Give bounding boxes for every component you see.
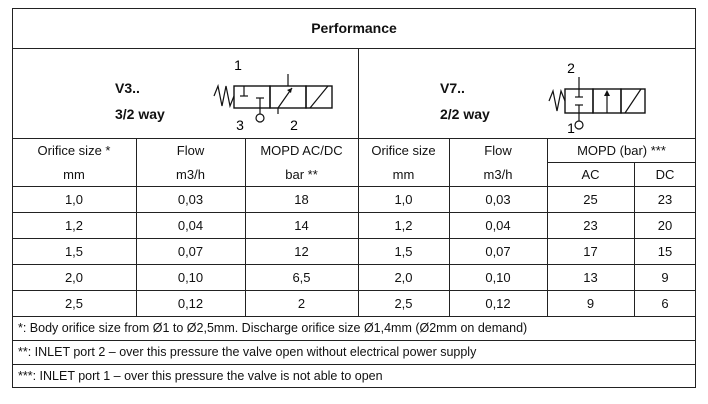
header-mopd: MOPD AC/DC [260, 142, 343, 158]
cell-mopd: 18 [294, 191, 309, 207]
v3-port-bottom-left: 3 [236, 117, 244, 133]
cell-ac: 25 [583, 191, 598, 207]
header-flow-unit: m3/h [176, 166, 205, 182]
cell-orifice-v7: 2,0 [394, 269, 413, 285]
cell-mopd: 14 [294, 217, 309, 233]
cell-dc: 23 [657, 191, 673, 207]
header-dc: DC [655, 166, 675, 182]
cell-mopd: 2 [297, 295, 306, 311]
cell-dc: 20 [657, 217, 673, 233]
cell-flow: 0,07 [177, 243, 204, 259]
cell-flow: 0,04 [177, 217, 204, 233]
cell-flow: 0,10 [177, 269, 204, 285]
cell-orifice-v7: 1,0 [394, 191, 413, 207]
footnote-2: **: INLET port 2 – over this pressure the valve open without electrical power supply [18, 345, 477, 359]
cell-ac: 17 [583, 243, 598, 259]
header-flow-v7: Flow [484, 142, 512, 158]
cell-orifice: 1,0 [64, 191, 84, 207]
cell-dc: 9 [661, 269, 669, 285]
cell-flow-v7: 0,10 [485, 269, 511, 285]
valve-3-2-symbol-icon [210, 52, 350, 138]
v7-type: 2/2 way [440, 106, 490, 122]
header-ac: AC [581, 166, 600, 182]
cell-orifice: 2,5 [64, 295, 84, 311]
cell-mopd: 6,5 [292, 269, 311, 285]
v3-model: V3.. [115, 80, 140, 96]
cell-dc: 15 [657, 243, 673, 259]
cell-orifice: 1,2 [64, 217, 84, 233]
v7-port-top: 2 [567, 60, 575, 76]
cell-flow-v7: 0,12 [485, 295, 511, 311]
header-flow: Flow [176, 142, 205, 158]
header-orifice-size-v7: Orifice size [371, 142, 436, 158]
footnote-1: *: Body orifice size from Ø1 to Ø2,5mm. Discharge orifice size Ø1,4mm (Ø2mm on demand) [18, 321, 528, 335]
cell-flow-v7: 0,03 [485, 191, 511, 207]
cell-flow: 0,03 [177, 191, 204, 207]
cell-orifice: 1,5 [64, 243, 84, 259]
cell-flow-v7: 0,04 [485, 217, 511, 233]
cell-ac: 23 [583, 217, 598, 233]
v3-type: 3/2 way [115, 106, 165, 122]
cell-orifice: 2,0 [64, 269, 84, 285]
table-title: Performance [311, 20, 397, 36]
v3-port-bottom-right: 2 [290, 117, 298, 133]
footnote-3: ***: INLET port 1 – over this pressure the valve is not able to open [18, 369, 383, 383]
cell-flow: 0,12 [177, 295, 204, 311]
cell-flow-v7: 0,07 [485, 243, 511, 259]
v3-port-top: 1 [234, 57, 242, 73]
cell-orifice-v7: 2,5 [394, 295, 413, 311]
header-orifice-unit-v7: mm [392, 166, 415, 182]
v7-port-bottom: 1 [567, 120, 575, 136]
header-mopd-unit: bar ** [285, 166, 318, 182]
valve-2-2-symbol-icon [545, 55, 655, 139]
cell-mopd: 12 [294, 243, 309, 259]
cell-ac: 13 [583, 269, 598, 285]
header-orifice-size: Orifice size * [37, 142, 111, 158]
cell-orifice-v7: 1,5 [394, 243, 413, 259]
cell-dc: 6 [661, 295, 669, 311]
header-orifice-unit: mm [63, 166, 85, 182]
cell-orifice-v7: 1,2 [394, 217, 413, 233]
header-mopd-v7: MOPD (bar) *** [577, 142, 666, 158]
cell-ac: 9 [586, 295, 595, 311]
header-flow-unit-v7: m3/h [483, 166, 513, 182]
v7-model: V7.. [440, 80, 465, 96]
